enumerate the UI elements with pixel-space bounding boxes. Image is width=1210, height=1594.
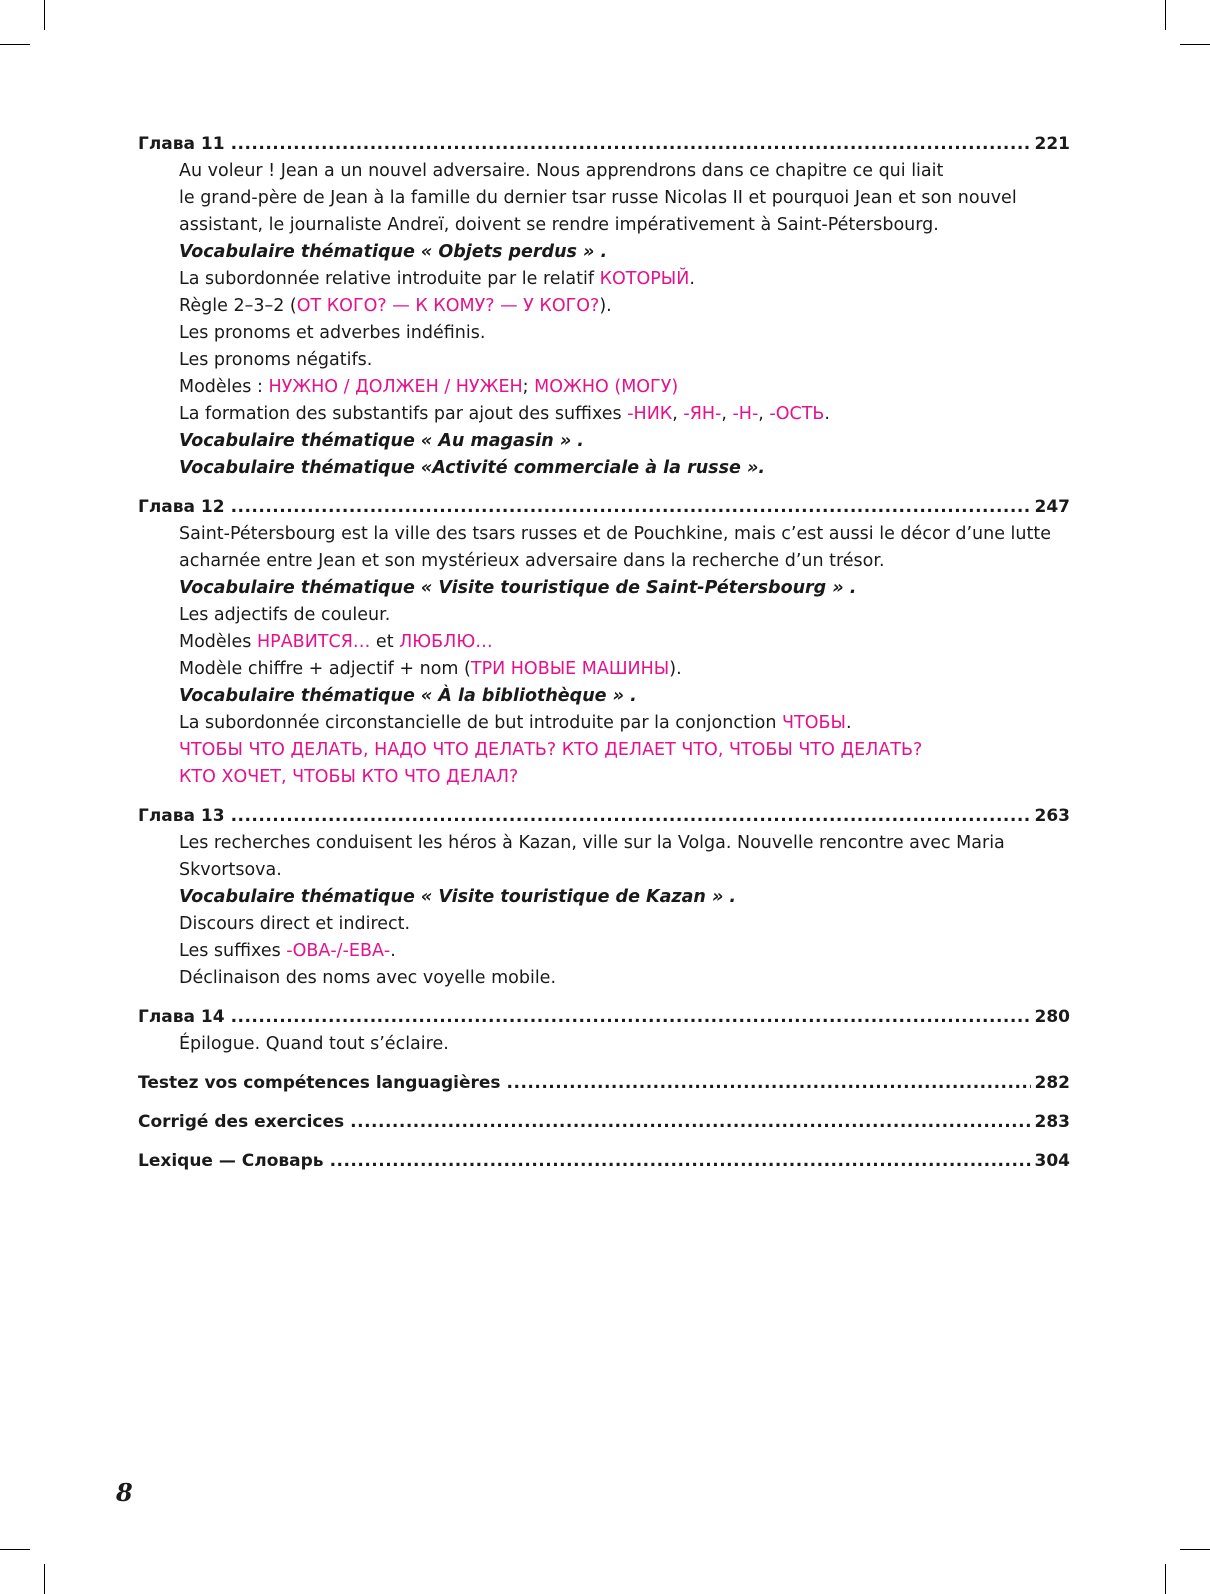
grammar-topic [138,938,1070,965]
text: Modèles : [179,377,269,397]
toc-entry-lexique [138,1148,1070,1175]
chapter-title: Глава 13 [138,806,225,826]
vocab-prefix: Vocabulaire thématique « [179,578,439,598]
dot-leader [231,803,1031,830]
russian-term: ЧТОБЫ [782,713,846,733]
toc-heading[interactable] [138,1070,1070,1097]
chapter-description: Les recherches conduisent les héros à Kazan, ville sur la Volga. Nouvelle rencontre avec Maria [179,833,1005,853]
vocab-prefix: Vocabulaire thématique « [179,686,439,706]
vocab-prefix: Vocabulaire thématique « [179,887,439,907]
page-ref: 304 [1034,1151,1070,1171]
dot-leader [350,1109,1030,1136]
vocabulary-topic [138,575,1070,602]
text: La subordonnée circonstancielle de but introduite par la conjonction [179,713,783,733]
text: . [390,941,396,961]
page-ref: 221 [1034,134,1070,154]
text: , [672,404,684,424]
dot-leader [231,131,1031,158]
grammar-topic: Les adjectifs de couleur. [179,605,391,625]
vocabulary-topic [138,884,1070,911]
grammar-topic [138,374,1070,401]
russian-term: ТРИ НОВЫЕ МАШИНЫ [470,659,670,679]
vocab-topic-name: À la bibliothèque [438,686,607,706]
toc-entry-chapter-11 [138,131,1070,482]
text: , [758,404,770,424]
vocab-topic-name: Au magasin [438,431,554,451]
grammar-topic: Les pronoms négatifs. [179,350,373,370]
grammar-topic [138,710,1070,737]
toc-entry-chapter-14 [138,1004,1070,1058]
toc-entry-chapter-12 [138,494,1070,791]
toc-heading[interactable] [138,494,1070,521]
vocab-suffix: » . [576,242,608,262]
vocabulary-topic [138,428,1070,455]
text: . [824,404,830,424]
text: . [845,713,852,733]
text: ). [669,659,682,679]
page-ref: 283 [1034,1112,1070,1132]
russian-term: -Н- [732,404,759,424]
text: Règle 2–3–2 ( [179,296,297,316]
crop-mark [44,0,45,30]
crop-mark [1165,1564,1166,1594]
chapter-title: Глава 11 [138,134,225,154]
chapter-description: acharnée entre Jean et son mystérieux adversaire dans la recherche d’un trésor. [179,551,885,571]
russian-term: -ОВА-/-ЕВА- [286,941,391,961]
vocab-topic-name: Visite touristique de Kazan [438,887,706,907]
crop-mark [1180,44,1210,45]
chapter-description: le grand-père de Jean à la famille du dernier tsar russe Nicolas II et pourquoi Jean et son nouvel [179,188,1017,208]
crop-mark [0,44,30,45]
vocabulary-topic [138,683,1070,710]
crop-mark [1180,1549,1210,1550]
toc-heading[interactable] [138,131,1070,158]
russian-term: КОТОРЫЙ [599,269,690,289]
chapter-title: Глава 14 [138,1007,225,1027]
toc-entry-tests [138,1070,1070,1097]
page-ref: 280 [1034,1007,1070,1027]
vocab-suffix: » . [553,431,584,451]
crop-mark [44,1564,45,1594]
page-ref: 282 [1034,1073,1070,1093]
text: et [370,632,400,652]
grammar-topic: Les pronoms et adverbes indéfinis. [179,323,486,343]
text: La subordonnée relative introduite par le relatif [179,269,600,289]
chapter-description: assistant, le journaliste Andreï, doivent se rendre impérativement à Saint-Pétersbourg. [179,215,939,235]
grammar-topic [138,401,1070,428]
vocabulary-topic: Vocabulaire thématique «Activité commerciale à la russe ». [179,458,765,478]
toc-entry-chapter-13 [138,803,1070,992]
crop-mark [1165,0,1166,30]
toc-heading[interactable] [138,1148,1070,1175]
russian-pattern: КТО ХОЧЕТ, ЧТОБЫ КТО ЧТО ДЕЛАЛ? [179,767,519,787]
table-of-contents [138,131,1070,1187]
russian-term: -ЯН- [683,404,722,424]
section-title: Corrigé des exercices [138,1112,345,1132]
russian-term: ОТ КОГО? — К КОМУ? — У КОГО? [296,296,600,316]
toc-heading[interactable] [138,803,1070,830]
dot-leader [330,1148,1031,1175]
dot-leader [231,494,1031,521]
russian-term: ЛЮБЛЮ… [399,632,493,652]
grammar-topic [138,266,1070,293]
chapter-description: Saint-Pétersbourg est la ville des tsars russes et de Pouchkine, mais c’est aussi le décor d’une lutte [179,524,1052,544]
russian-term: НУЖНО / ДОЛЖЕН / НУЖЕН [268,377,523,397]
section-title: Testez vos compétences languagières [138,1073,501,1093]
page-ref: 263 [1034,806,1070,826]
russian-pattern: ЧТОБЫ ЧТО ДЕЛАТЬ, НАДО ЧТО ДЕЛАТЬ? КТО ДЕЛАЕТ ЧТО, ЧТОБЫ ЧТО ДЕЛАТЬ? [179,740,923,760]
page-number: 8 [116,1478,133,1507]
vocab-prefix: Vocabulaire thématique « [179,242,439,262]
vocab-topic-name: Visite touristique de Saint-Pétersbourg [438,578,827,598]
text: Les suffixes [179,941,287,961]
chapter-title: Глава 12 [138,497,225,517]
vocab-suffix: » . [826,578,857,598]
dot-leader [231,1004,1031,1031]
grammar-topic [138,629,1070,656]
section-title: Lexique — Словарь [138,1151,324,1171]
text: . [689,269,695,289]
vocab-prefix: Vocabulaire thématique « [179,431,439,451]
vocab-suffix: » . [705,887,737,907]
russian-term: НРАВИТСЯ… [257,632,371,652]
grammar-topic: Déclinaison des noms avec voyelle mobile. [179,968,557,988]
page-ref: 247 [1034,497,1070,517]
russian-term: -НИК [627,404,673,424]
chapter-description: Skvortsova. [179,860,282,880]
grammar-topic: Discours direct et indirect. [179,914,411,934]
text: Modèle chiffre + adjectif + nom ( [179,659,471,679]
toc-heading[interactable] [138,1109,1070,1136]
russian-term: МОЖНО (МОГУ) [534,377,679,397]
dot-leader [507,1070,1031,1097]
vocab-suffix: » . [606,686,637,706]
crop-mark [0,1549,30,1550]
chapter-description: Épilogue. Quand tout s’éclaire. [179,1034,449,1054]
vocab-topic-name: Objets perdus [438,242,577,262]
text: , [721,404,733,424]
grammar-topic [138,656,1070,683]
russian-term: -ОСТЬ [769,404,825,424]
text: ; [522,377,535,397]
toc-heading[interactable] [138,1004,1070,1031]
chapter-description: Au voleur ! Jean a un nouvel adversaire. Nous apprendrons dans ce chapitre ce qui liait [179,161,944,181]
text: La formation des substantifs par ajout des suffixes [179,404,628,424]
text: ). [599,296,612,316]
toc-entry-corrige [138,1109,1070,1136]
grammar-topic [138,293,1070,320]
vocabulary-topic [138,239,1070,266]
text: Modèles [179,632,257,652]
